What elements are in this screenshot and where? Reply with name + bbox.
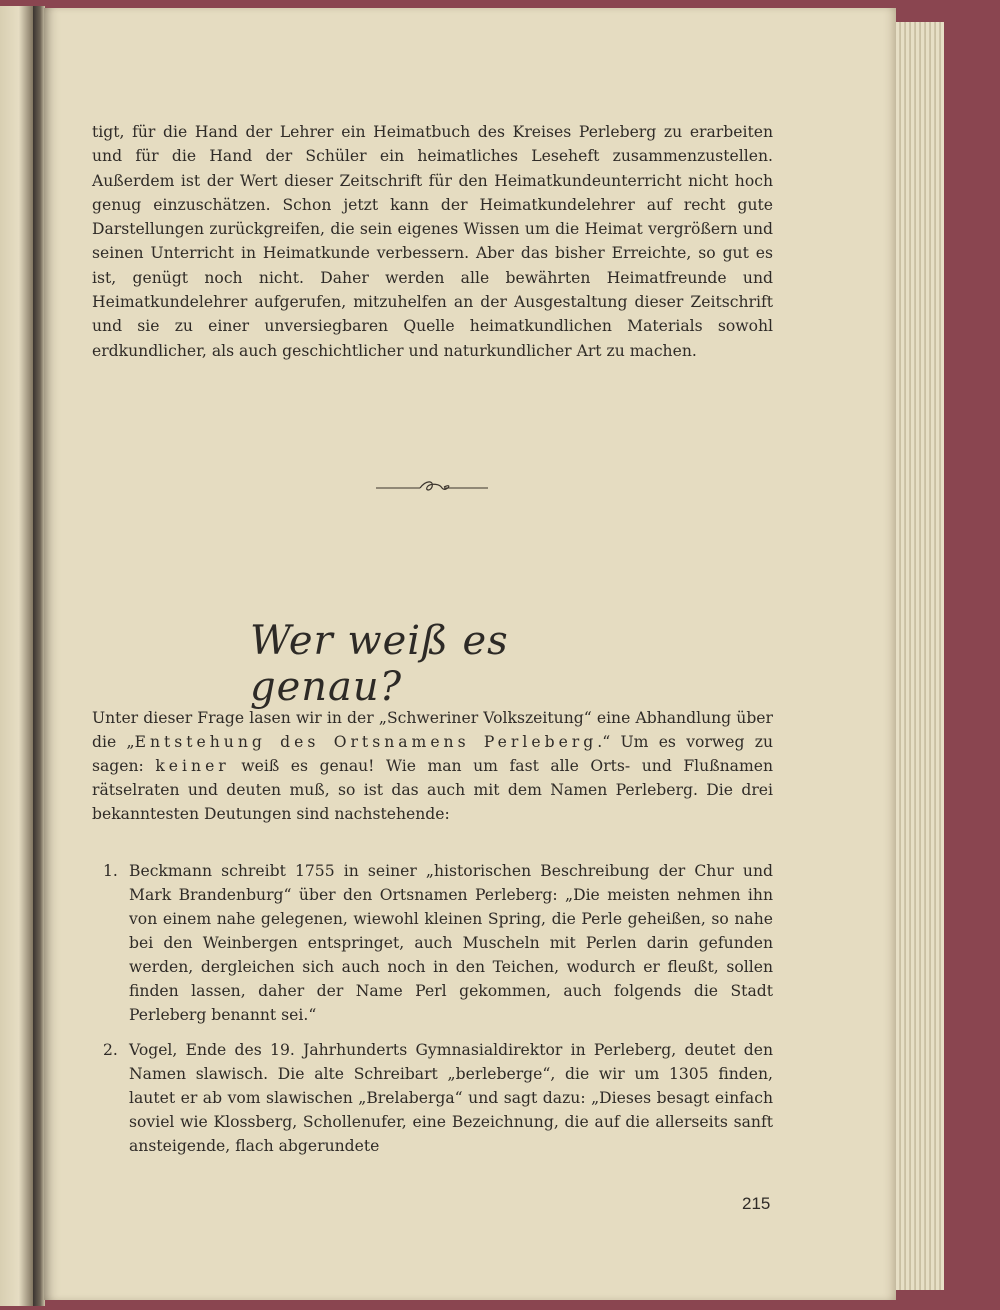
list-item-number: 2. (103, 1041, 118, 1059)
intro-paragraph (92, 706, 773, 826)
list-item (92, 859, 773, 1027)
intro-spaced-keiner: keiner (155, 757, 230, 775)
flourish-divider-icon (376, 478, 488, 496)
intro-text-part-2: .“ Um es vorweg zu sagen: (92, 733, 773, 775)
top-paragraph: tigt, für die Hand der Lehrer ein Heimatbuch des Kreises Perleberg zu erarbeiten und für die Hand der Schüler ein heimatliches Leseheft zusammenzustellen. Außerdem ist der Wert dieser Zeitschrift für den Heimatkundeunterricht nicht hoch genug einzuschätzen. Schon jetzt kann der Heimatkundelehrer auf recht gute Darstellungen zurückgreifen, die sein eigenes Wissen um die Heimat vergrößern und seinen Unterricht in Heimatkunde verbessern. Aber das bisher Erreichte, so gut es ist, genügt noch nicht. Daher werden alle bewährten Heimatfreunde und Heimatkundelehrer aufgerufen, mitzuhelfen an der Ausgestaltung dieser Zeitschrift und sie zu einer unversiegbaren Quelle heimatkundlichen Materials sowohl erdkundlicher, als auch geschichtlicher und naturkundlicher Art zu machen. (92, 123, 773, 360)
list-item (92, 1038, 773, 1158)
page-number: 215 (742, 1194, 771, 1213)
intro-text-part-3: weiß es genau! Wie man um fast alle Orts- und Flußnamen rätselraten und deuten muß, so ist das auch mit dem Namen Perleberg. Die drei bekanntesten Deutungen sind nachstehende: (92, 757, 774, 823)
list-item-text: Vogel, Ende des 19. Jahrhunderts Gymnasialdirektor in Perleberg, deutet den Namen slawisch. Die alte Schreibart „berleberge“, die wir um 1305 finden, lautet er ab vom slawischen „Brelaberga“ und sagt dazu: „Dieses besagt einfach soviel wie Klossberg, Schollenufer, eine Bezeichnung, die auf die allerseits sanft ansteigende, flach abgerundete (129, 1041, 773, 1155)
list-item-number: 1. (103, 862, 118, 880)
intro-text-part-1: Unter dieser Frage lasen wir in der „Schweriner Volkszeitung“ eine Abhandlung über die „ (92, 709, 773, 751)
intro-spaced-title: Entstehung des Ortsnamens Perleberg (134, 733, 598, 751)
list-item-text: Beckmann schreibt 1755 in seiner „historischen Beschreibung der Chur und Mark Brandenburg“ über den Ortsnamen Perleberg: „Die meisten nehmen ihn von einem nahe gelegenen, wiewohl kleinen Spring, die Perle geheißen, so nahe bei den Weinbergen entspringet, auch Muscheln mit Perlen darin gefunden werden, dergleichen sich auch noch in den Teichen, wodurch er fleußt, sollen finden lassen, daher der Name Perl gekommen, auch folgends die Stadt Perleberg benannt sei.“ (129, 862, 773, 1024)
page-stack-edges (896, 22, 944, 1290)
section-heading: Wer weiß es genau? (250, 618, 509, 710)
left-page-edge (0, 6, 34, 1306)
interpretations-list (92, 859, 773, 1158)
